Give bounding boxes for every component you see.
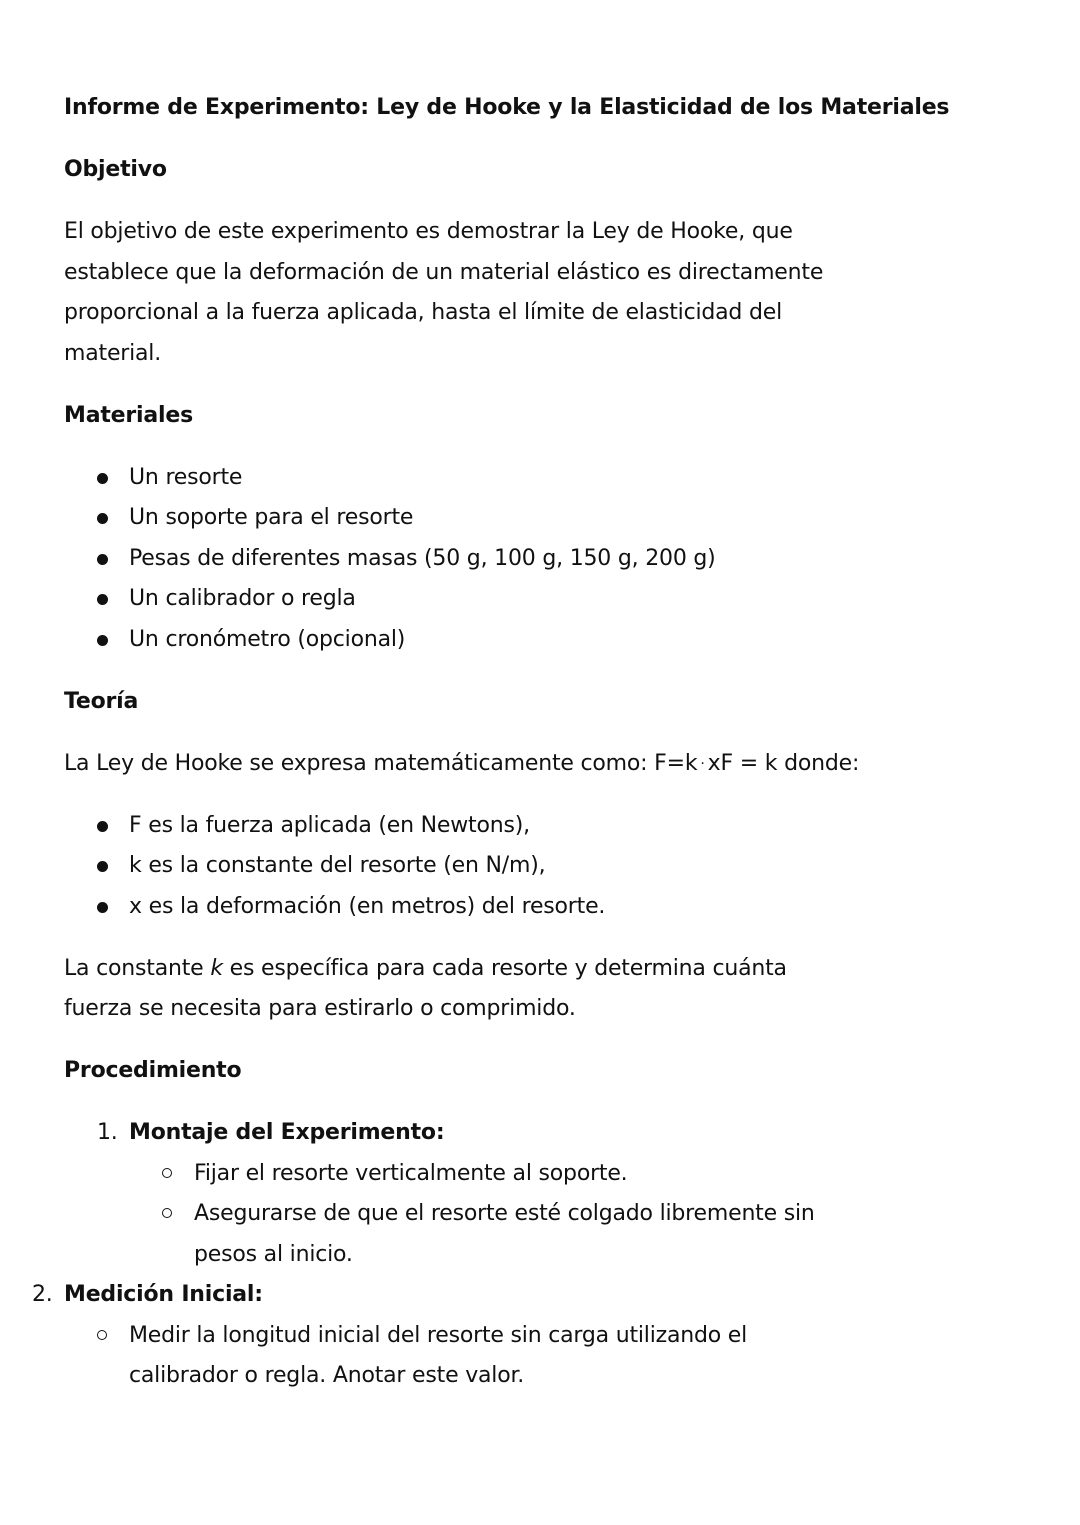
substep-item: Fijar el resorte verticalmente al soporte. (129, 1154, 964, 1195)
section-heading-teoria: Teoría (64, 688, 139, 714)
paragraph-line: El objetivo de este experimento es demostrar la Ley de Hooke, que (64, 219, 793, 244)
section-heading-objetivo: Objetivo (64, 157, 167, 182)
bullet-icon (97, 473, 108, 484)
procedimiento-steps (32, 1113, 964, 1397)
teoria-closing-paragraph (64, 949, 964, 1030)
paragraph-line: proporcional a la fuerza aplicada, hasta el límite de elasticidad del (64, 300, 783, 325)
variable-k: k (210, 955, 223, 981)
list-item: k es la constante del resorte (en N/m), (64, 846, 964, 887)
substep-item: Asegurarse de que el resorte esté colgado libremente sin pesos al inicio. (129, 1194, 964, 1275)
document-page (32, 88, 964, 1397)
hollow-bullet-icon (162, 1208, 172, 1218)
materiales-list (64, 458, 964, 661)
list-item: Un soporte para el resorte (64, 498, 964, 539)
paragraph-line: material. (64, 340, 162, 366)
teoria-intro: La Ley de Hooke se expresa matemáticamente como: F=k · xF = k donde: (64, 744, 964, 785)
hollow-bullet-icon (162, 1168, 172, 1178)
list-item: Un cronómetro (opcional) (64, 620, 964, 661)
paragraph-line: establece que la deformación de un material elástico es directamente (64, 259, 824, 285)
substep-item: Medir la longitud inicial del resorte sin carga utilizando el calibrador o regla. Anotar este valor. (64, 1316, 964, 1397)
bullet-icon (97, 513, 108, 524)
bullet-icon (97, 821, 108, 832)
list-item: Un resorte (64, 458, 964, 499)
step-title: 2. Medición Inicial: (64, 1275, 964, 1316)
list-item: F es la fuerza aplicada (en Newtons), (64, 806, 964, 847)
bullet-icon (97, 554, 108, 565)
step-item (0, 1275, 964, 1397)
section-heading-procedimiento: Procedimiento (64, 1058, 242, 1083)
bullet-icon (97, 594, 108, 605)
multiplication-dot: · (700, 755, 705, 772)
step-title: 1. Montaje del Experimento: (129, 1113, 964, 1154)
bullet-icon (97, 861, 108, 872)
hollow-bullet-icon (97, 1330, 107, 1340)
step-number: 2. (32, 1282, 53, 1307)
paragraph-line: fuerza se necesita para estirarlo o comprimido. (64, 996, 576, 1021)
bullet-icon (97, 635, 108, 646)
bullet-icon (97, 902, 108, 913)
substep-list (64, 1316, 964, 1397)
objetivo-paragraph (64, 212, 964, 374)
teoria-list (64, 806, 964, 928)
step-item (64, 1113, 964, 1275)
list-item: Pesas de diferentes masas (50 g, 100 g, 150 g, 200 g) (64, 539, 964, 580)
paragraph-line: La constante k es específica para cada resorte y determina cuánta (64, 955, 787, 981)
document-title: Informe de Experimento: Ley de Hooke y la Elasticidad de los Materiales (64, 95, 950, 120)
step-number: 1. (97, 1120, 118, 1145)
section-heading-materiales: Materiales (64, 402, 193, 428)
list-item: Un calibrador o regla (64, 579, 964, 620)
list-item: x es la deformación (en metros) del resorte. (64, 887, 964, 928)
substep-list (129, 1154, 964, 1276)
